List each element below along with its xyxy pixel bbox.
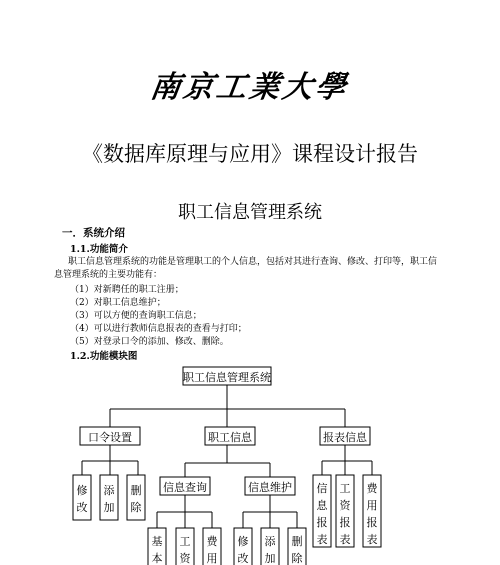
- subsection-heading-features: 1.1.功能简介: [70, 244, 128, 255]
- feature-item: （4）可以进行教师信息报表的查看与打印；: [70, 324, 247, 334]
- report-child-label: 费用报表: [366, 482, 378, 546]
- maintain-child-label: 删除: [291, 535, 303, 565]
- system-name: 职工信息管理系统: [178, 202, 322, 223]
- university-logo: 南京工業大學: [148, 70, 351, 105]
- report-info-label: 报表信息: [323, 431, 367, 444]
- query-child-label: 基本: [151, 535, 163, 565]
- password-child-label: 删除: [130, 484, 142, 514]
- maintain-child-label: 修改: [237, 535, 249, 565]
- feature-item: （2）对职工信息维护；: [70, 298, 166, 308]
- feature-item: （5）对登录口令的添加、修改、删除。: [70, 337, 229, 347]
- function-module-diagram: [0, 360, 500, 565]
- info-query-label: 信息查询: [163, 481, 207, 494]
- feature-item: （3）可以方便的查询职工信息；: [70, 311, 202, 321]
- report-child-label: 信息报表: [316, 482, 328, 546]
- staff-info-label: 职工信息: [208, 431, 252, 444]
- subsection-heading-diagram: 1.2.功能模块图: [70, 351, 138, 362]
- password-settings-label: 口令设置: [88, 431, 132, 444]
- info-maintain-label: 信息维护: [248, 481, 292, 494]
- maintain-child-label: 添加: [264, 535, 276, 565]
- password-child-label: 修改: [76, 484, 88, 514]
- report-title: 《数据库原理与应用》课程设计报告: [82, 142, 418, 166]
- root-label: 职工信息管理系统: [183, 371, 271, 384]
- intro-paragraph: 职工信息管理系统的功能是管理职工的个人信息，包括对其进行查询、修改、打印等，职工信息管理系统的主要功能有：: [54, 257, 438, 280]
- password-child-label: 添加: [103, 484, 115, 514]
- query-child-label: 费用: [206, 535, 218, 565]
- feature-item: （1）对新聘任的职工注册；: [70, 285, 184, 295]
- section-heading: 一．系统介绍: [62, 227, 125, 239]
- report-child-label: 工资报表: [339, 482, 351, 546]
- query-child-label: 工资: [179, 535, 191, 565]
